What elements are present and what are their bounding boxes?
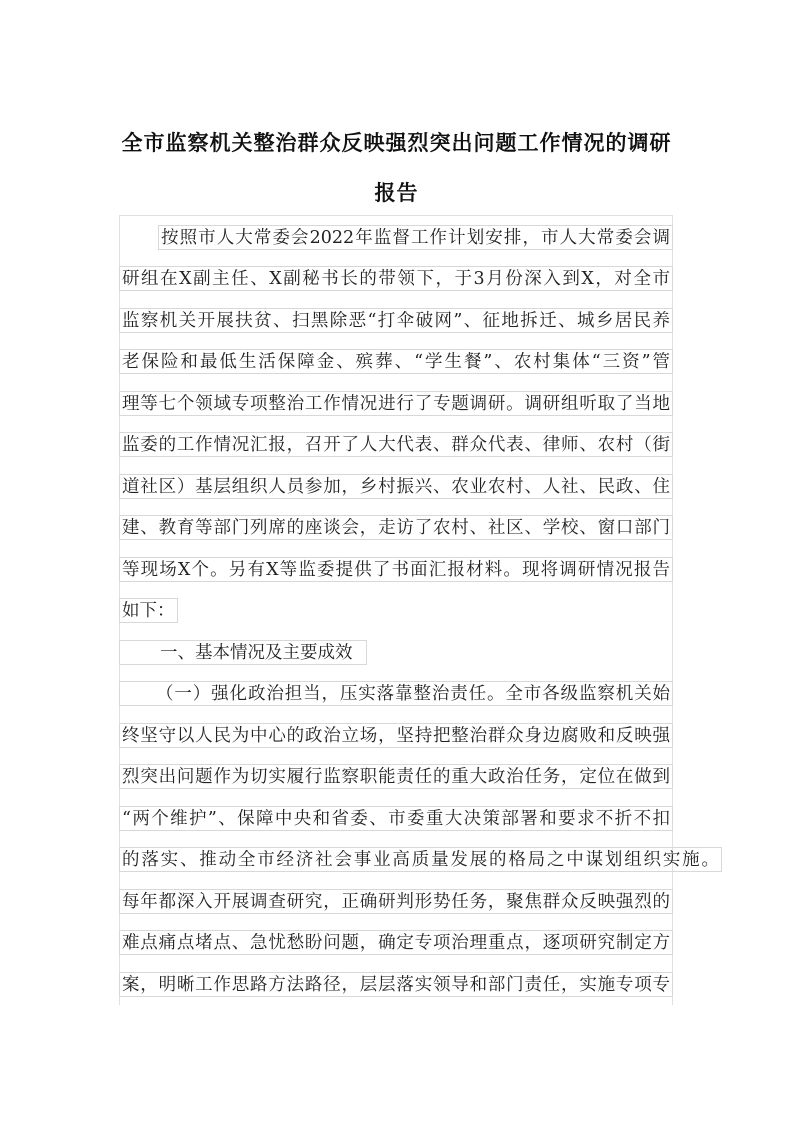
document-title-line-1: 全市监察机关整治群众反映强烈突出问题工作情况的调研 <box>121 130 672 155</box>
document-title-line-2: 报告 <box>374 180 419 205</box>
section-heading: 一、基本情况及主要成效 <box>119 640 367 665</box>
text-line: 的落实、推动全市经济社会事业高质量发展的格局之中谋划组织实施。 <box>119 847 722 872</box>
subsection-heading-line: （一）强化政治担当，压实落靠整治责任。全市各级监察机关始 <box>119 681 673 706</box>
text-line: 终坚守以人民为中心的政治立场，坚持把整治群众身边腐败和反映强 <box>119 723 673 748</box>
text-line: 道社区）基层组织人员参加，乡村振兴、农业农村、人社、民政、住 <box>119 474 673 499</box>
text-line: 难点痛点堵点、急忧愁盼问题，确定专项治理重点，逐项研究制定方 <box>119 930 673 955</box>
text-line: 烈突出问题作为切实履行监察职能责任的重大政治任务，定位在做到 <box>119 764 673 789</box>
text-line: 如下： <box>119 598 178 623</box>
text-line: 研组在X副主任、X副秘书长的带领下，于3月份深入到X，对全市 <box>119 266 673 291</box>
text-line: 老保险和最低生活保障金、殡葬、“学生餐”、农村集体“三资”管 <box>119 349 673 374</box>
text-line: 监委的工作情况汇报，召开了人大代表、群众代表、律师、农村（街 <box>119 432 673 457</box>
text-line: 每年都深入开展调查研究，正确研判形势任务，聚焦群众反映强烈的 <box>119 889 673 914</box>
text-line: 等现场X个。另有X等监委提供了书面汇报材料。现将调研情况报告 <box>119 557 673 582</box>
text-line: 理等七个领域专项整治工作情况进行了专题调研。调研组听取了当地 <box>119 391 673 416</box>
text-line: 案，明晰工作思路方法路径，层层落实领导和部门责任，实施专项专 <box>119 972 673 997</box>
text-line: “两个维护”、保障中央和省委、市委重大决策部署和要求不折不扣 <box>119 806 673 831</box>
text-line: 按照市人大常委会2022年监督工作计划安排，市人大常委会调 <box>158 225 673 250</box>
text-line: 监察机关开展扶贫、扫黑除恶“打伞破网”、征地拆迁、城乡居民养 <box>119 308 673 333</box>
text-line: 建、教育等部门列席的座谈会，走访了农村、社区、学校、窗口部门 <box>119 515 673 540</box>
